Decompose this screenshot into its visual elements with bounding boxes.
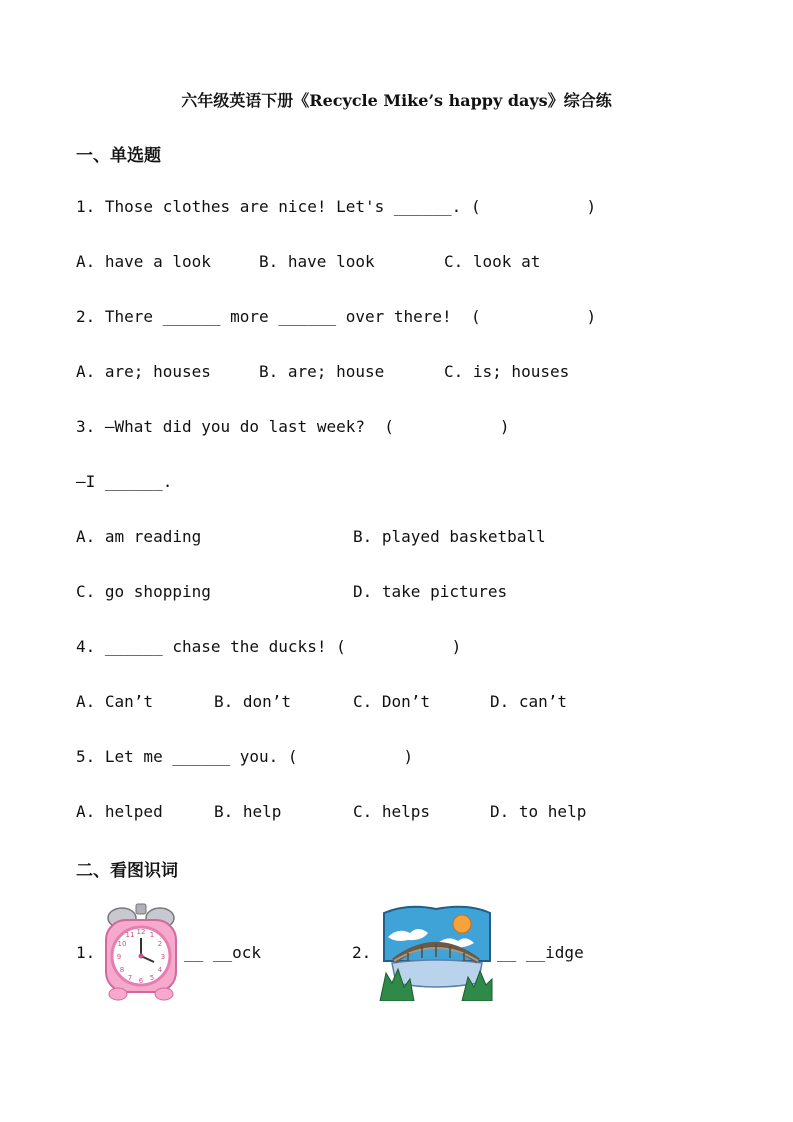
q2-option-c: C. is; houses xyxy=(444,362,570,381)
q5-option-d: D. to help xyxy=(490,802,587,821)
q2-option-a: A. are; houses xyxy=(76,362,211,381)
svg-text:3: 3 xyxy=(160,953,166,961)
section-heading-single-choice: 一、单选题 xyxy=(76,146,161,166)
q3-option-c: C. go shopping xyxy=(76,582,211,601)
svg-text:12: 12 xyxy=(136,928,146,936)
alarm-clock-icon xyxy=(100,900,182,1002)
question-3-answer-line: —I ______. xyxy=(76,472,173,491)
bridge-icon xyxy=(378,903,494,1001)
picture-item-2-number: 2. xyxy=(352,943,372,962)
svg-text:9: 9 xyxy=(116,953,122,961)
svg-text:2: 2 xyxy=(157,940,163,948)
q3-option-b: B. played basketball xyxy=(353,527,546,546)
q3-option-a: A. am reading xyxy=(76,527,202,546)
q4-option-b: B. don’t xyxy=(214,692,292,711)
svg-text:4: 4 xyxy=(157,966,163,974)
picture-item-1-blank: __ __ock xyxy=(184,943,262,962)
question-5: 5. Let me ______ you. ( ) xyxy=(76,747,414,766)
q4-option-d: D. can’t xyxy=(490,692,568,711)
picture-item-2-blank: __ __idge xyxy=(497,943,584,962)
q5-option-c: C. helps xyxy=(353,802,431,821)
q1-option-a: A. have a look xyxy=(76,252,211,271)
q3-option-d: D. take pictures xyxy=(353,582,508,601)
svg-text:5: 5 xyxy=(149,974,155,982)
question-3: 3. —What did you do last week? ( ) xyxy=(76,417,510,436)
question-2: 2. There ______ more ______ over there! ( ) xyxy=(76,307,597,326)
q4-option-c: C. Don’t xyxy=(353,692,431,711)
svg-text:1: 1 xyxy=(149,931,155,939)
section-heading-picture-words: 二、看图识词 xyxy=(76,861,178,881)
question-4: 4. ______ chase the ducks! ( ) xyxy=(76,637,462,656)
svg-text:8: 8 xyxy=(119,966,125,974)
q1-option-c: C. look at xyxy=(444,252,541,271)
q2-option-b: B. are; house xyxy=(259,362,385,381)
q5-option-a: A. helped xyxy=(76,802,163,821)
q5-option-b: B. help xyxy=(214,802,282,821)
svg-text:10: 10 xyxy=(117,940,127,948)
picture-item-1-number: 1. xyxy=(76,943,96,962)
question-1: 1. Those clothes are nice! Let's ______. ( ) xyxy=(76,197,597,216)
svg-text:6: 6 xyxy=(138,977,144,985)
q1-option-b: B. have look xyxy=(259,252,375,271)
svg-text:7: 7 xyxy=(127,974,133,982)
q4-option-a: A. Can’t xyxy=(76,692,154,711)
page-title: 六年级英语下册《Recycle Mike’s happy days》综合练 xyxy=(181,91,612,110)
svg-text:11: 11 xyxy=(125,931,135,939)
